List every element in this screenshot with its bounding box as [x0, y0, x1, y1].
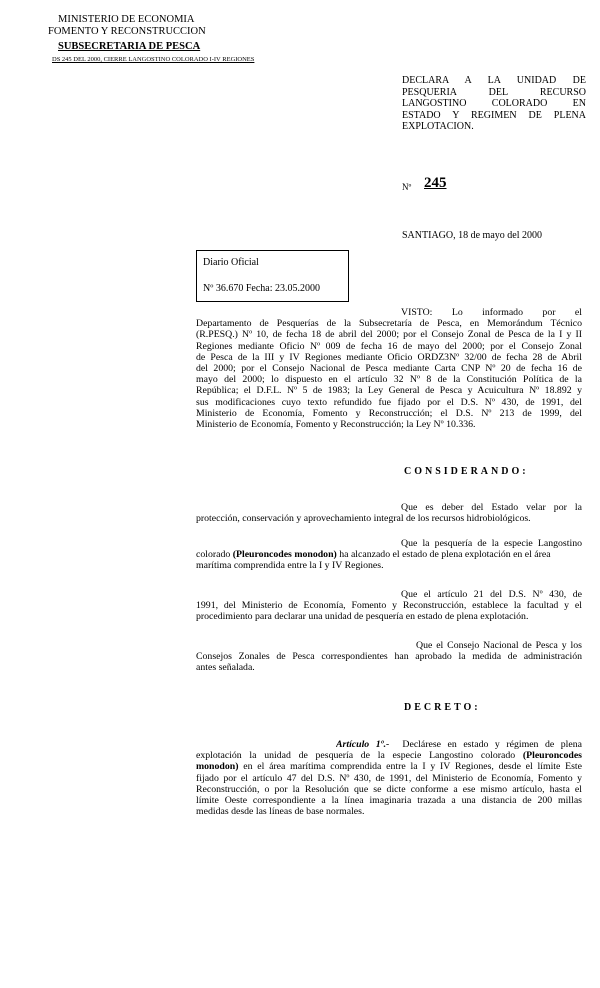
considerando-paragraph-2: [196, 538, 582, 572]
considerando-line: Consejos Zonales de Pesca correspondientes han aprobado la medida de administración: [196, 651, 582, 663]
document-reference: DS 245 DEL 2000, CIERRE LANGOSTINO COLORADO I-IV REGIONES: [52, 56, 255, 63]
subsecretaria-title: SUBSECRETARIA DE PESCA: [58, 41, 201, 52]
place-date: SANTIAGO, 18 de mayo del 2000: [402, 230, 542, 241]
considerando-line: Que es deber del Estado velar por la: [401, 502, 582, 513]
considerando-paragraph-3: [196, 589, 582, 623]
ministry-line-2: FOMENTO Y RECONSTRUCCION: [48, 26, 206, 37]
considerando-line: antes señalada.: [196, 662, 255, 674]
considerando-line: Que el artículo 21 del D.S. Nº 430, de: [401, 589, 582, 600]
considerando-line: procedimiento para declarar una unidad de pesquería en estado de plena explotación.: [196, 611, 529, 623]
considerando-paragraph-1: [196, 502, 582, 524]
visto-line: VISTO: Lo informado por el: [401, 307, 582, 318]
visto-line: Ministerio de Economía, Fomento y Reconstrucción; la Ley Nº 10.336.: [196, 419, 476, 431]
declara-line: ESTADO Y REGIMEN DE PLENA: [402, 109, 586, 121]
considerando-title: CONSIDERANDO:: [404, 466, 529, 477]
diario-oficial-detail: Nº 36.670 Fecha: 23.05.2000: [203, 283, 320, 294]
considerando-line: colorado (Pleuroncodes monodon) ha alcanzado el estado de plena explotación en el área: [196, 549, 551, 561]
declara-line: PESQUERIA DEL RECURSO: [402, 86, 586, 98]
declara-block: [402, 75, 586, 133]
diario-oficial-title: Diario Oficial: [203, 257, 259, 268]
visto-line: del 2000; por el Consejo Nacional de Pesca mediante Carta CNP Nº 20 de fecha 16 de: [196, 363, 582, 375]
articulo-line: medidas desde las líneas de base normales.: [196, 806, 365, 818]
considerando-paragraph-4: [196, 640, 582, 674]
ministry-line-1: MINISTERIO DE ECONOMIA: [58, 14, 195, 25]
decreto-title: DECRETO:: [404, 702, 481, 713]
articulo-line: monodon) en el área marítima comprendida entre la I y IV Regiones, desde el límite Este: [196, 761, 582, 773]
considerando-line: Que el Consejo Nacional de Pesca y los: [416, 640, 582, 651]
declara-line: EXPLOTACIÓN.: [402, 121, 474, 133]
articulo-line: explotación la unidad de pesquería de la especie Langostino colorado (Pleuroncodes: [196, 750, 582, 762]
articulo-line: Reconstrucción, o por la Resolución que se dicte conforme a ese mismo artículo, hasta el: [196, 783, 582, 795]
articulo-1-paragraph: [196, 739, 582, 817]
visto-line: República; el D.F.L. Nº 5 de 1983; la Ley General de Pesca y Acuicultura Nº 18.892 y: [196, 385, 582, 397]
articulo-line: Artículo 1º.- Declárese en estado y régimen de plena: [336, 739, 582, 750]
diario-oficial-box: [196, 250, 349, 302]
visto-line: de Pesca de la III y IV Regiones mediante Oficio ORDZ3Nº 32/00 de fecha 28 de Abril: [196, 351, 582, 363]
declara-line: LANGOSTINO COLORADO EN: [402, 98, 586, 110]
considerando-line: marítima comprendida entre la I y IV Regiones.: [196, 560, 384, 572]
visto-line: Departamento de Pesquerías de la Subsecretaría de Pesca, en Memorándum Técnico: [196, 318, 582, 330]
visto-line: (R.PESQ.) Nº 10, de fecha 18 de abril del 2000; por el Consejo Zonal de Pesca de la I y II: [196, 329, 582, 341]
visto-line: Ministerio de Economía, Fomento y Reconstrucción; el D.S. Nº 213 de 1999, del: [196, 407, 582, 419]
articulo-label: Artículo 1º.-: [336, 739, 390, 750]
articulo-line: fijado por el artículo 47 del D.S. Nº 430, de 1991, del Ministerio de Economía, Fomento y: [196, 772, 582, 784]
considerando-line: 1991, del Ministerio de Economía, Fomento y Reconstrucción, establece la facultad y el: [196, 600, 582, 612]
decree-number: 245: [424, 175, 447, 191]
visto-line: Regiones mediante Oficio Nº 009 de fecha 16 de mayo del 2000; por el Consejo Zonal: [196, 340, 582, 352]
decree-number-label: Nº: [402, 182, 412, 192]
articulo-line: límite Oeste correspondiente a la línea imaginaria trazada a una distancia de 200 millas: [196, 795, 582, 807]
considerando-line: Que la pesquería de la especie Langostino: [401, 538, 582, 549]
considerando-line: protección, conservación y aprovechamiento integral de los recursos hidrobiológicos.: [196, 513, 531, 525]
visto-paragraph: [196, 307, 582, 430]
declara-line: DECLARA A LA UNIDAD DE: [402, 75, 586, 86]
visto-line: mayo del 2000; lo dispuesto en el artículo 32 Nº 8 de la Constitución Política de la: [196, 374, 582, 386]
visto-line: sus modificaciones cuyo texto refundido fue fijado por el D.S. Nº 430, de 1991, del: [196, 396, 582, 408]
